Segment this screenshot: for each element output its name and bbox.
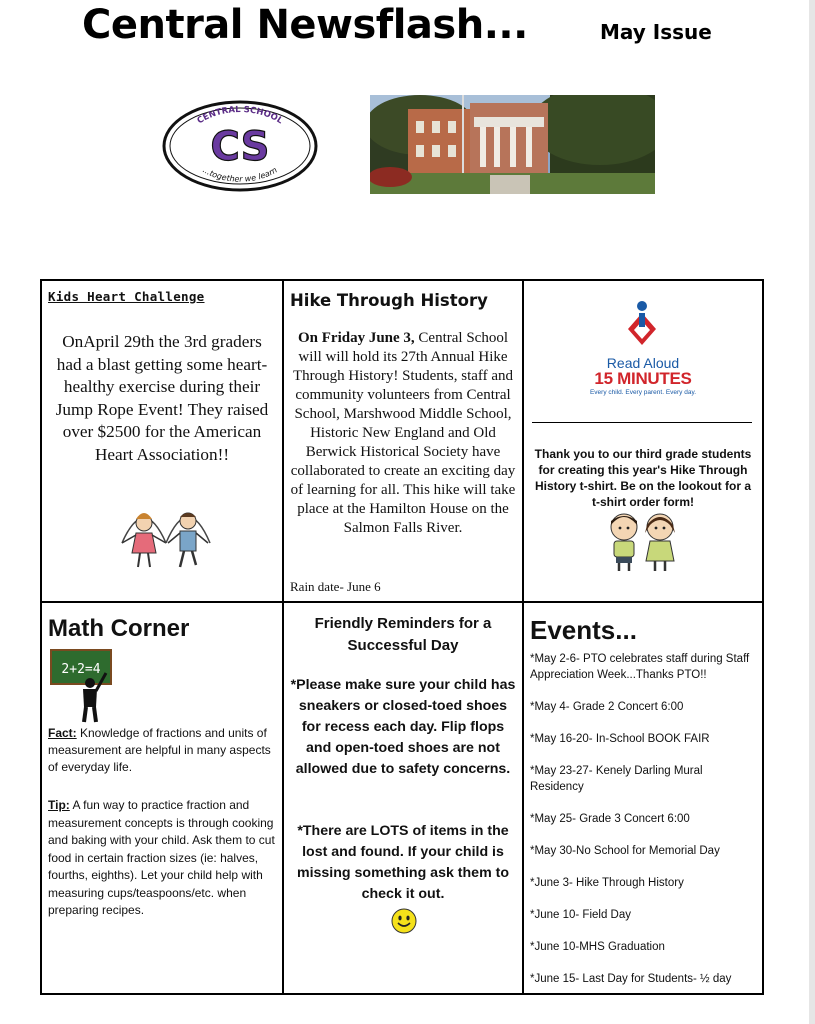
reminder-lost-found: *There are LOTS of items in the lost and found. If your child is missing something ask them to check it out. (296, 823, 510, 902)
fact-label: Fact: (48, 726, 77, 740)
event-item: *June 10-MHS Graduation (530, 941, 665, 953)
math-corner-title: Math Corner (48, 615, 190, 642)
school-logo (162, 100, 318, 192)
hike-body (288, 329, 518, 538)
jump-rope-kids-icon (114, 503, 214, 575)
content-grid (40, 279, 764, 995)
event-item: *May 4- Grade 2 Concert 6:00 (530, 701, 684, 713)
reminders-panel (284, 603, 524, 993)
events-list (530, 651, 758, 993)
hike-rain-date: Rain date- June 6 (290, 579, 381, 594)
read-aloud-line2: 15 MINUTES (594, 369, 692, 388)
event-item: *June 10- Field Day (530, 909, 631, 921)
smiley-icon (391, 908, 417, 934)
tip-text: A fun way to practice fraction and measurement concepts is through cooking and baking with your child. Ask them to cut food in certain fraction sizes (ie: halves, fourths, eighths). Let your child help with measuring cups/teaspoons/etc. when preparing recipes. (48, 798, 275, 917)
divider-line (532, 422, 752, 423)
chalkboard-text: 2+2=4 (61, 662, 101, 677)
event-item: *June 15- Last Day for Students- ½ day (530, 973, 732, 985)
kids-heart-panel (42, 281, 284, 603)
hike-title: Hike Through History (290, 291, 488, 310)
hike-lead: On Friday June 3, (297, 330, 415, 346)
event-item: *May 23-27- Kenely Darling Mural Residency (530, 765, 703, 793)
logo-top-text: CENTRAL SCHOOL (195, 104, 285, 127)
math-tip (48, 797, 276, 920)
event-item: *June 3- Hike Through History (530, 877, 684, 889)
reminder-shoes: *Please make sure your child has sneakers or closed-toed shoes for recess each day. Flip flops and open-toed shoes are not allowed due to safety concerns. (290, 677, 516, 777)
logo-bottom-text: ...together we learn (201, 165, 279, 184)
chalkboard-teacher-icon (50, 649, 112, 723)
school-building-photo (370, 95, 655, 194)
event-item: *May 25- Grade 3 Concert 6:00 (530, 813, 690, 825)
read-aloud-logo-icon (626, 299, 658, 347)
tshirt-thanks-text: Thank you to our third grade students for creating this year's Hike Through History t-shirt. Be on the lookout for a t-shirt order form! (534, 447, 752, 509)
read-aloud-panel (524, 281, 762, 603)
read-aloud-line1: Read Aloud (606, 355, 680, 371)
tip-label: Tip: (48, 798, 70, 812)
issue-label: May Issue (600, 20, 712, 44)
read-aloud-tagline: Every child. Every parent. Every day. (589, 389, 697, 396)
newsletter-title: Central Newsflash... (82, 2, 528, 48)
logo-initials: CS (210, 124, 270, 170)
page-edge (809, 0, 815, 1024)
math-corner-panel (42, 603, 284, 993)
math-fact (48, 725, 276, 776)
events-panel (524, 603, 762, 993)
event-item: *May 16-20- In-School BOOK FAIR (530, 733, 710, 745)
two-kids-icon (602, 511, 684, 573)
hike-body-text: Central School will will hold its 27th Annual Hike Through History! Students, staff and community volunteers from Central School, Marshwood Middle School, Historic New England and Old Berwick Historical Society have collaborated to create an exciting day of learning for all. This hike will take place at the Hamilton House on the Salmon Falls River. (290, 330, 516, 536)
reminders-title: Friendly Reminders for a Successful Day (314, 615, 492, 654)
kids-heart-body: OnApril 29th the 3rd graders had a blast getting some heart-healthy exercise during their Jump Rope Event! They raised over $2500 for the American Heart Association!! (55, 332, 269, 464)
hike-panel (284, 281, 524, 603)
event-item: *May 30-No School for Memorial Day (530, 845, 720, 857)
kids-heart-title: Kids Heart Challenge (48, 289, 205, 304)
fact-text: Knowledge of fractions and units of measurement are helpful in many aspects of everyday life. (48, 726, 271, 774)
event-item: *May 2-6- PTO celebrates staff during Staff Appreciation Week...Thanks PTO!! (530, 653, 750, 681)
events-title: Events... (530, 615, 637, 645)
